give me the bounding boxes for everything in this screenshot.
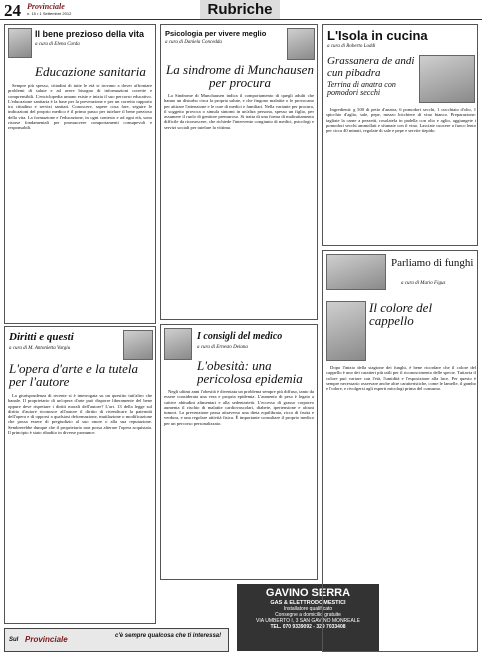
headline: L'opera d'arte e la tutela per l'autore <box>9 361 139 389</box>
article-art-rights <box>4 326 156 624</box>
article-body <box>164 93 314 317</box>
column-title: Il bene prezioso della vita <box>35 29 145 39</box>
headline: Educazione sanitaria <box>35 64 146 79</box>
ad-line: Consegne a domicilio gratuite <box>275 612 341 618</box>
promo-banner <box>4 628 229 652</box>
promo-right: c'è sempre qualcosa che ti interessa! <box>115 633 222 639</box>
author-photo <box>123 330 153 360</box>
masthead-logo: Provinciale <box>27 2 65 11</box>
article-text: Negli ultimi anni l'obesità è diventata un problema sempre più diffuso, tanto da essere considerata una vera e propria epidemia. L'aumento di peso è legato a cattive abitudini alimentari e alla sedentarietà. L'eccesso di grasso corporeo aumenta il rischio di malattie cardiovascolari, diabete, ipertensione e alcuni tumori. La prevenzione passa attraverso una dieta equilibrata, ricca di frutta e verdura, e una regolare attività fisica. È importante consultare il proprio medico per un percorso personalizzato. <box>164 389 314 426</box>
ad-address: VIA UMBERTO I, 3 SAN GAVINO MONREALE <box>256 618 360 624</box>
byline: a cura di Daniela Concedda <box>165 40 222 45</box>
mushroom-photo <box>326 301 366 361</box>
article-text: La giurisprudenza di recente si è interrogata su un questito tutt'altro che banale. Il proprietario di un'opera d'arte può disporre liberamente del bene oppure deve rispettare i diritti morali dell'autore? L'art. 13 della legge sul diritto d'autore riconosce all'autore il diritto di rivendicare la paternità dell'opera e di opporsi a qualsiasi deformazione, mutilazione o modificazione che possa essere di pregiudizio al suo onore o alla sua reputazione. Sembrerebbe dunque che il proprietario non possa alterare l'opera acquistata. Il principio è stato ribadito in diverse pronunce. <box>8 393 152 436</box>
article-body <box>326 107 476 243</box>
dish-photo <box>419 55 475 103</box>
byline: a cura di Elena Corda <box>35 42 80 47</box>
article-obesity <box>160 324 318 580</box>
article-text: Sempre più spesso, cittadini di tutte le età si trovano a dover affrontare problemi di salute e ad avere bisogno di informazioni corrette e comprensibili. L'enciclopedia umano esiste e inizia il suo percorso educativo. L'educazione sanitaria è la base per la prevenzione e per un corretto rapporto tra cittadino e servizi sanitari. Conoscere, sapere cosa fare, seguire le indicazioni del proprio medico è il primo passo per tutelare il bene prezioso della vita. La formazione e l'educazione, in ogni contesto e ad ogni età, sono risorse fondamentali per promuovere comportamenti consapevoli e responsabili. <box>8 83 152 131</box>
byline: a cura di M. Antonietta Vargiu <box>9 346 71 351</box>
headline: La sindrome di Munchausen per procura <box>166 62 314 90</box>
ad-phone: TEL. 070 9339092 - 329 7033408 <box>270 624 346 630</box>
article-health-education <box>4 24 156 324</box>
article-body <box>8 393 152 621</box>
headline: Il colore del cappello <box>369 300 433 328</box>
article-mushrooms <box>322 250 478 652</box>
article-body <box>326 365 476 647</box>
article-cooking <box>322 24 478 246</box>
promo-brand: Provinciale <box>25 635 68 644</box>
ad-subtitle: GAS & ELETTRODOMESTICI <box>270 600 346 606</box>
column-title: I consigli del medico <box>197 331 283 342</box>
column-title: Parliamo di funghi <box>391 257 474 269</box>
headline: Grassanera de andi cun pibadra <box>327 55 415 79</box>
byline: a cura di Ernesto Deiana <box>197 345 248 350</box>
article-body <box>164 389 314 577</box>
article-text: Ingredienti: g 500 di petto d'anatra, 6 pomodori secchi, 1 cucchiaio d'olio, 1 spicchio d'aglio, sale, pepe, mezzo bicchiere di vino bianco. Preparazione: tagliate la carne a pezzetti, rosolatela in padella con olio e aglio, aggiungete i pomodori secchi ammollati e sfumate con il vino. Lasciate cuocere a fuoco lento per circa 40 minuti, regolate di sale e pepe e servite tiepido. <box>326 107 476 134</box>
author-photo <box>8 28 32 58</box>
byline: a cura di Roberto Loddi <box>327 44 376 49</box>
issue-info: n. 15 • 1 Settembre 2012 <box>27 11 72 16</box>
article-text: La Sindrome di Munchausen indica il comportamento di quegli adulti che hanno un disturbo circa la propria salute, e che fingono malattie o le provocano per attirare l'attenzione e le cure di medici e familiari. Nella variante per procura, il soggetto provoca o simula sintomi in un'altra persona, spesso un figlio, per assumere il ruolo di genitore premuroso. Si tratta di una forma di maltrattamento difficile da riconoscere, che richiede l'intervento congiunto di medici, psicologi e servizi sociali per tutelare la vittima. <box>164 93 314 130</box>
byline: a cura di Mario Figus <box>401 281 446 286</box>
article-body <box>8 83 152 321</box>
page-number: 24 <box>4 1 21 20</box>
ad-name: GAVINO SERRA <box>265 587 351 599</box>
promo-left: Sul <box>9 637 19 643</box>
ad-line: Installatore qualificato <box>283 606 333 612</box>
section-title: Rubriche <box>200 0 280 19</box>
author-photo <box>287 28 315 60</box>
column-title: Diritti e questi <box>9 331 74 343</box>
mushroom-photo <box>326 254 386 290</box>
article-text: Dopo l'inizio della stagione dei funghi, è bene ricordare che il colore del cappello è uno dei caratteri più utili per il riconoscimento delle specie. Tuttavia il colore può variare con l'età, l'umidità e l'esposizione alla luce. Per questo è sempre necessario osservare anche altre caratteristiche, come le lamelle, il gambo e l'odore, e rivolgersi agli esperti micologi prima del consumo. <box>326 365 476 392</box>
column-title: Psicologia per vivere meglio <box>165 29 267 38</box>
author-photo <box>164 328 192 360</box>
article-munchausen <box>160 24 318 320</box>
headline: L'obesità: una pericolosa epidemia <box>197 358 303 386</box>
page-header <box>0 0 482 20</box>
column-title: L'Isola in cucina <box>327 28 428 43</box>
subheadline: Terrina di anatra con pomodori secchi <box>327 80 396 97</box>
